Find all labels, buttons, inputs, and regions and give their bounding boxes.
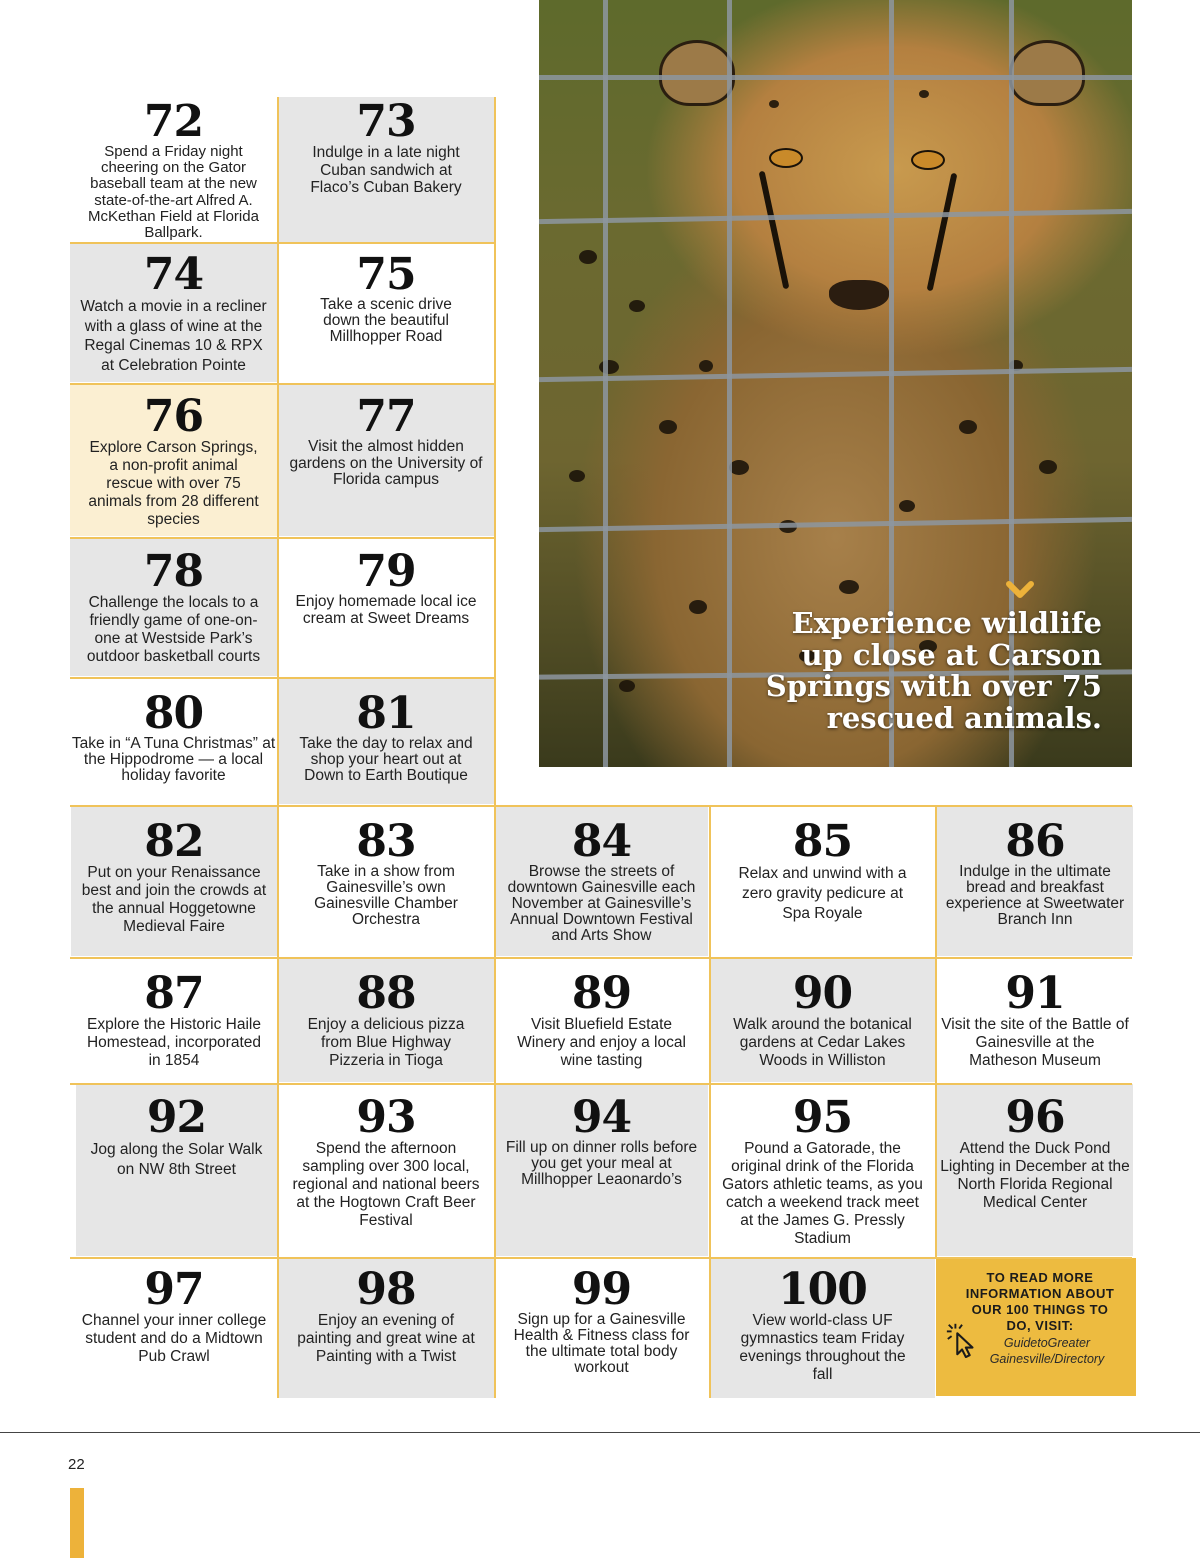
item-number: 87 <box>144 968 204 1019</box>
item-text: Visit the almost hidden gardens on the University of Florida campus <box>289 438 483 488</box>
item-text: View world-class UF gymnastics team Friday evenings throughout the fall <box>739 1312 906 1383</box>
item-89 <box>495 958 708 1082</box>
item-number: 96 <box>1005 1092 1065 1143</box>
item-text: Spend the afternoon sampling over 300 local, regional and national beers at the Hogtown Craft Beer Festival <box>292 1140 480 1229</box>
divider <box>709 805 711 1398</box>
item-text: Jog along the Solar Walk on NW 8th Street <box>90 1141 263 1178</box>
item-text: Spend a Friday night cheering on the Gator baseball team at the new state-of-the-art Alfred A. McKethan Field at Florida Ballpark. <box>88 143 259 242</box>
item-number: 94 <box>571 1092 632 1143</box>
spot <box>899 500 915 512</box>
item-number: 88 <box>356 968 416 1019</box>
item-100 <box>710 1258 935 1398</box>
item-93 <box>278 1084 494 1256</box>
ear-shape <box>1009 40 1085 106</box>
divider <box>70 383 494 385</box>
footer-rule <box>0 1432 1200 1433</box>
fence-wire <box>539 209 1132 224</box>
nose-shape <box>829 280 889 310</box>
item-number: 73 <box>356 97 416 147</box>
item-text: Take a scenic drive down the beautiful Millhopper Road <box>320 296 452 345</box>
item-97 <box>71 1258 277 1398</box>
spot <box>769 100 779 108</box>
fence-wire <box>539 75 1132 80</box>
tear-mark <box>927 173 958 292</box>
divider <box>70 677 494 679</box>
fence-wire <box>539 517 1132 532</box>
eye-shape <box>911 150 945 170</box>
divider <box>70 242 494 244</box>
item-92 <box>76 1084 277 1256</box>
divider <box>70 957 1132 959</box>
spot <box>699 360 713 372</box>
spot <box>689 600 707 614</box>
item-88 <box>278 958 494 1082</box>
item-number: 82 <box>144 816 204 867</box>
item-text: Enjoy an evening of painting and great wine at Painting with a Twist <box>297 1312 475 1365</box>
item-text: Attend the Duck Pond Lighting in December at the North Florida Regional Medical Center <box>940 1140 1130 1211</box>
item-72 <box>70 98 277 242</box>
spot <box>959 420 977 434</box>
spot <box>579 250 597 264</box>
item-text: Take in a show from Gainesville’s own Gainesville Chamber Orchestra <box>314 863 458 928</box>
spot <box>569 470 585 482</box>
divider <box>935 805 937 1258</box>
cursor-click-icon <box>944 1320 982 1358</box>
divider <box>70 805 1132 807</box>
item-number: 84 <box>571 816 632 867</box>
divider <box>70 1083 1132 1085</box>
page-number: 22 <box>68 1456 85 1473</box>
item-text: Indulge in a late night Cuban sandwich at Flaco’s Cuban Bakery <box>310 144 462 196</box>
item-76 <box>70 384 277 536</box>
item-text: Walk around the botanical gardens at Cedar Lakes Woods in Williston <box>733 1016 912 1069</box>
item-text: Explore Carson Springs, a non-profit animal rescue with over 75 animals from 28 different species <box>88 439 259 528</box>
item-83 <box>278 806 494 956</box>
cheetah-photo <box>539 0 1132 767</box>
item-82 <box>71 806 277 956</box>
item-80 <box>70 678 277 804</box>
item-number: 86 <box>1005 816 1065 867</box>
spot <box>629 300 645 312</box>
divider <box>494 97 496 805</box>
item-number: 99 <box>571 1264 632 1315</box>
item-number: 74 <box>143 249 204 300</box>
item-number: 76 <box>143 391 204 442</box>
item-text: Channel your inner college student and do a Midtown Pub Crawl <box>81 1312 267 1365</box>
spot <box>619 680 635 692</box>
item-73 <box>278 97 494 242</box>
item-81 <box>278 678 494 804</box>
item-91 <box>937 958 1133 1082</box>
item-90 <box>710 958 935 1082</box>
item-99 <box>495 1258 708 1398</box>
item-86 <box>937 806 1133 956</box>
item-text: Explore the Historic Haile Homestead, incorporated in 1854 <box>86 1016 262 1069</box>
item-number: 72 <box>143 98 204 147</box>
chevron-down-icon <box>1006 580 1034 600</box>
item-number: 93 <box>356 1092 416 1143</box>
eye-shape <box>769 148 803 168</box>
item-77 <box>278 384 494 536</box>
item-87 <box>71 958 277 1082</box>
item-text: Pound a Gatorade, the original drink of the Florida Gators athletic teams, as you catch a weekend track meet at the James G. Pressly Stadium <box>722 1140 923 1247</box>
item-number: 98 <box>356 1264 416 1315</box>
item-number: 91 <box>1005 968 1065 1019</box>
item-75 <box>278 243 494 382</box>
spot <box>659 420 677 434</box>
fence-wire <box>727 0 732 767</box>
ear-shape <box>659 40 735 106</box>
item-text: Watch a movie in a recliner with a glass of wine at the Regal Cinemas 10 & RPX at Celebration Pointe <box>80 298 267 374</box>
item-text: Visit the site of the Battle of Gainesville at the Matheson Museum <box>941 1016 1129 1069</box>
divider <box>277 97 279 1398</box>
read-more-heading: TO READ MORE INFORMATION ABOUT OUR 100 THINGS TO DO, VISIT: <box>965 1270 1115 1333</box>
item-74 <box>70 243 277 382</box>
fence-wire <box>603 0 608 767</box>
item-number: 80 <box>143 688 204 739</box>
item-number: 75 <box>356 249 416 300</box>
item-number: 95 <box>792 1092 853 1143</box>
item-text: Enjoy a delicious pizza from Blue Highway Pizzeria in Tioga <box>307 1016 465 1069</box>
item-text: Enjoy homemade local ice cream at Sweet Dreams <box>295 593 477 627</box>
tear-mark <box>759 171 790 290</box>
spot <box>1039 460 1057 474</box>
item-text: Browse the streets of downtown Gainesville each November at Gainesville’s Annual Downtown Festival and Arts Show <box>507 863 696 944</box>
spot <box>919 90 929 98</box>
item-number: 97 <box>144 1264 204 1315</box>
item-85 <box>710 806 935 956</box>
item-number: 89 <box>571 968 632 1019</box>
divider <box>494 805 496 1398</box>
item-number: 92 <box>146 1092 207 1143</box>
directory-link[interactable]: GuidetoGreater Gainesville/Directory <box>989 1336 1105 1366</box>
item-number: 85 <box>792 816 853 867</box>
item-96 <box>937 1084 1133 1256</box>
item-text: Sign up for a Gainesville Health & Fitness class for the ultimate total body workout <box>513 1311 690 1376</box>
item-number: 83 <box>356 816 416 867</box>
spot <box>599 360 619 374</box>
item-number: 78 <box>143 546 204 597</box>
item-text: Relax and unwind with a zero gravity pedicure at Spa Royale <box>738 865 907 922</box>
item-number: 81 <box>356 688 416 739</box>
item-text: Indulge in the ultimate bread and breakfast experience at Sweetwater Branch Inn <box>945 863 1125 928</box>
item-text: Put on your Renaissance best and join the crowds at the annual Hoggetowne Medieval Faire <box>81 864 267 935</box>
divider <box>70 1257 1132 1259</box>
item-text: Visit Bluefield Estate Winery and enjoy a local wine tasting <box>517 1016 686 1069</box>
item-94 <box>495 1084 708 1256</box>
divider <box>70 537 494 539</box>
item-text: Challenge the locals to a friendly game of one-on-one at Westside Park’s outdoor basketball courts <box>86 594 261 665</box>
item-79 <box>278 538 494 676</box>
item-text: Take in “A Tuna Christmas” at the Hippodrome — a local holiday favorite <box>71 735 276 784</box>
item-95 <box>710 1084 935 1256</box>
spot <box>839 580 859 594</box>
item-number: 90 <box>792 968 853 1019</box>
spot <box>729 460 749 475</box>
item-number: 79 <box>356 546 416 597</box>
read-more-box <box>936 1258 1136 1396</box>
item-text: Take the day to relax and shop your heart out at Down to Earth Boutique <box>299 735 473 784</box>
item-98 <box>278 1258 494 1398</box>
item-number: 100 <box>778 1264 867 1315</box>
photo-caption: Experience wildlife up close at Carson Springs with over 75 rescued animals. <box>765 606 1102 735</box>
item-78 <box>70 538 277 676</box>
fence-wire <box>539 367 1132 382</box>
item-number: 77 <box>356 391 416 442</box>
item-text: Fill up on dinner rolls before you get your meal at Millhopper Leaonardo’s <box>505 1139 698 1188</box>
accent-bar <box>70 1488 84 1558</box>
item-84 <box>495 806 708 956</box>
